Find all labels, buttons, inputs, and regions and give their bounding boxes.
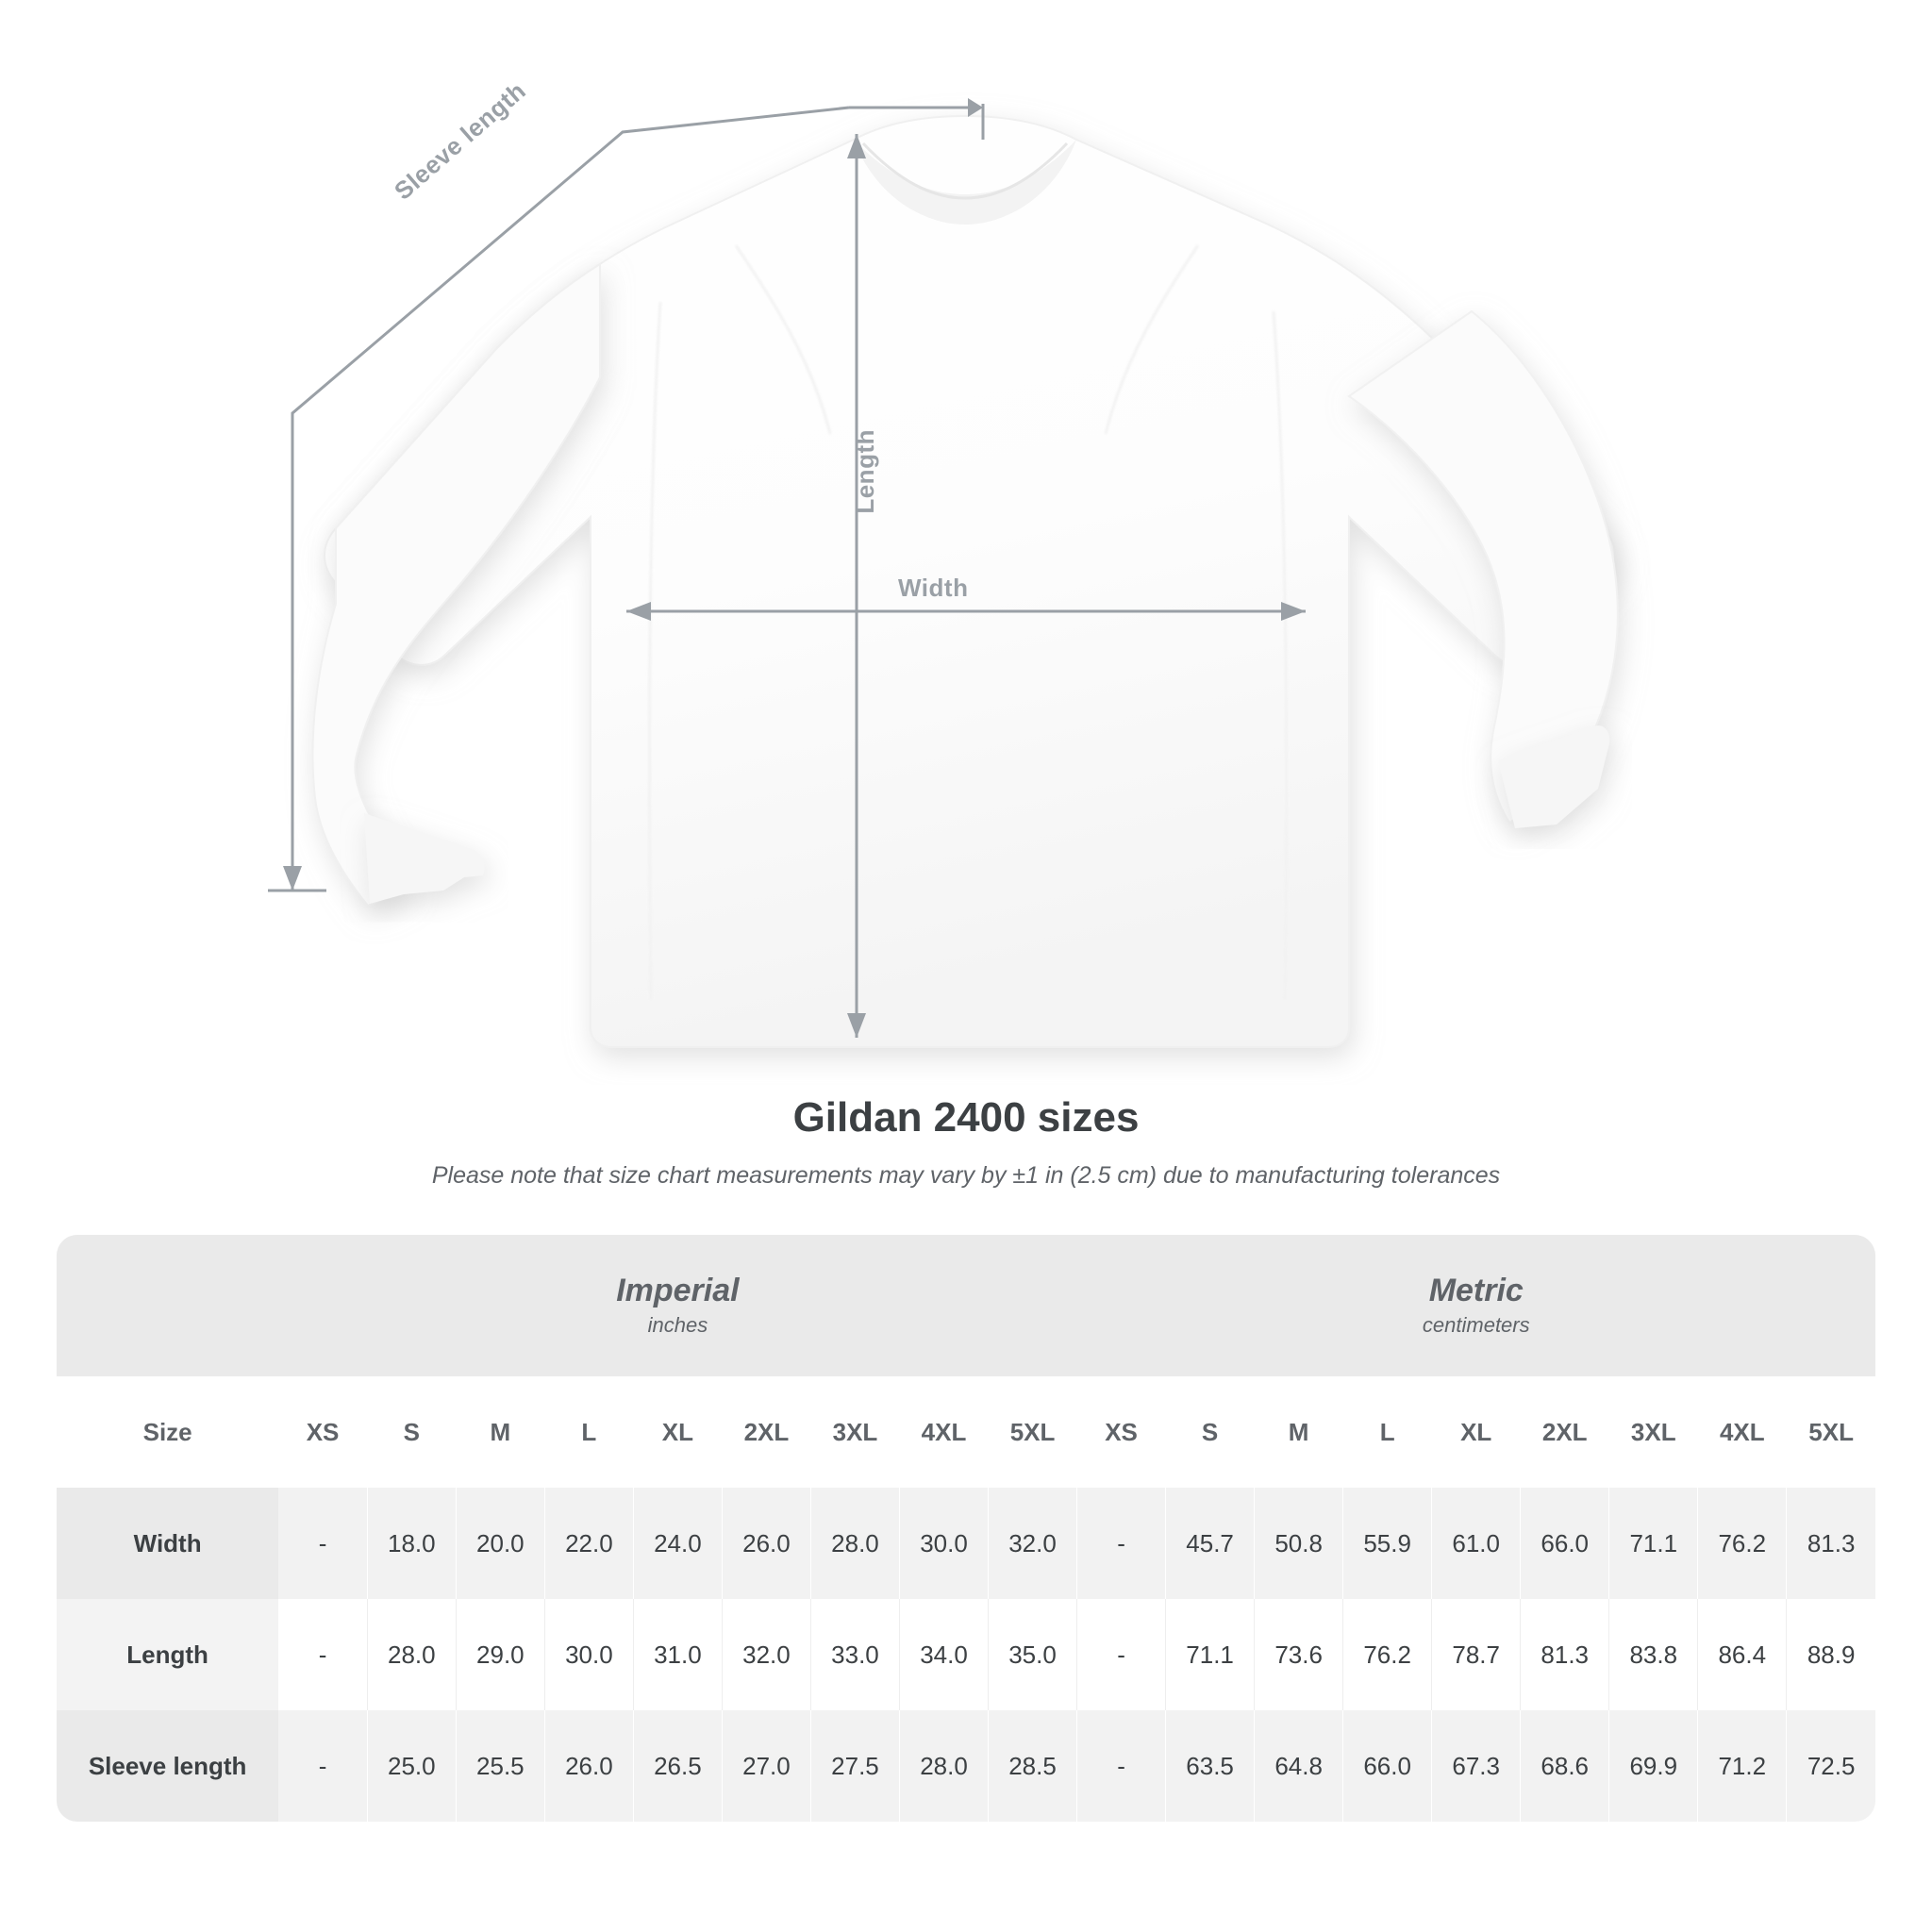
cell-sleeve-s-metric: 63.5 xyxy=(1166,1710,1255,1822)
cell-sleeve-xl-metric: 67.3 xyxy=(1432,1710,1521,1822)
cell-length-xs-metric: - xyxy=(1077,1599,1166,1710)
row-label-width: Width xyxy=(57,1488,278,1599)
unit-group-metric-sub: centimeters xyxy=(1422,1312,1530,1337)
unit-group-imperial-sub: inches xyxy=(647,1312,708,1337)
cell-width-4xl-imperial: 30.0 xyxy=(899,1488,988,1599)
cell-sleeve-3xl-imperial: 27.5 xyxy=(810,1710,899,1822)
cell-sleeve-3xl-metric: 69.9 xyxy=(1609,1710,1698,1822)
cell-length-4xl-imperial: 34.0 xyxy=(899,1599,988,1710)
title-block xyxy=(0,1094,1932,1190)
cell-sleeve-l-metric: 66.0 xyxy=(1343,1710,1432,1822)
col-header-s-imperial: S xyxy=(367,1376,456,1488)
cell-length-m-imperial: 29.0 xyxy=(456,1599,544,1710)
cell-sleeve-xs-metric: - xyxy=(1077,1710,1166,1822)
page-title: Gildan 2400 sizes xyxy=(792,1094,1140,1141)
col-header-m-metric: M xyxy=(1255,1376,1343,1488)
cell-sleeve-2xl-imperial: 27.0 xyxy=(722,1710,810,1822)
cell-width-m-imperial: 20.0 xyxy=(456,1488,544,1599)
cell-length-5xl-imperial: 35.0 xyxy=(989,1599,1077,1710)
cell-width-xl-metric: 61.0 xyxy=(1432,1488,1521,1599)
col-header-5xl-metric: 5XL xyxy=(1787,1376,1875,1488)
cell-width-2xl-imperial: 26.0 xyxy=(722,1488,810,1599)
cell-length-5xl-metric: 88.9 xyxy=(1787,1599,1875,1710)
cell-length-m-metric: 73.6 xyxy=(1255,1599,1343,1710)
cell-width-4xl-metric: 76.2 xyxy=(1698,1488,1787,1599)
unit-group-metric xyxy=(1077,1235,1875,1376)
unit-group-metric-name: Metric xyxy=(1428,1273,1524,1309)
col-header-l-metric: L xyxy=(1343,1376,1432,1488)
cell-length-3xl-metric: 83.8 xyxy=(1609,1599,1698,1710)
row-label-sleeve-length: Sleeve length xyxy=(57,1710,278,1822)
size-table xyxy=(57,1235,1875,1822)
cell-width-s-metric: 45.7 xyxy=(1166,1488,1255,1599)
cell-sleeve-m-metric: 64.8 xyxy=(1255,1710,1343,1822)
size-header-row xyxy=(57,1376,1875,1488)
cell-length-s-imperial: 28.0 xyxy=(367,1599,456,1710)
cell-width-5xl-metric: 81.3 xyxy=(1787,1488,1875,1599)
sleeve-length-dimension-label: Sleeve length xyxy=(389,75,532,206)
cell-width-m-metric: 50.8 xyxy=(1255,1488,1343,1599)
cell-width-xs-metric: - xyxy=(1077,1488,1166,1599)
cell-width-5xl-imperial: 32.0 xyxy=(989,1488,1077,1599)
row-label-length: Length xyxy=(57,1599,278,1710)
cell-length-2xl-metric: 81.3 xyxy=(1521,1599,1609,1710)
cell-length-l-metric: 76.2 xyxy=(1343,1599,1432,1710)
cell-width-3xl-imperial: 28.0 xyxy=(810,1488,899,1599)
cell-length-3xl-imperial: 33.0 xyxy=(810,1599,899,1710)
cell-width-xs-imperial: - xyxy=(278,1488,367,1599)
col-header-xs-metric: XS xyxy=(1077,1376,1166,1488)
col-header-5xl-imperial: 5XL xyxy=(989,1376,1077,1488)
cell-width-2xl-metric: 66.0 xyxy=(1521,1488,1609,1599)
col-header-xl-metric: XL xyxy=(1432,1376,1521,1488)
size-header-label: Size xyxy=(57,1376,278,1488)
col-header-s-metric: S xyxy=(1166,1376,1255,1488)
cell-sleeve-m-imperial: 25.5 xyxy=(456,1710,544,1822)
cell-width-3xl-metric: 71.1 xyxy=(1609,1488,1698,1599)
col-header-3xl-metric: 3XL xyxy=(1609,1376,1698,1488)
cell-width-l-imperial: 22.0 xyxy=(544,1488,633,1599)
size-table-wrapper xyxy=(57,1235,1875,1822)
cell-sleeve-s-imperial: 25.0 xyxy=(367,1710,456,1822)
col-header-l-imperial: L xyxy=(544,1376,633,1488)
cell-sleeve-4xl-imperial: 28.0 xyxy=(899,1710,988,1822)
col-header-xl-imperial: XL xyxy=(633,1376,722,1488)
cell-sleeve-l-imperial: 26.0 xyxy=(544,1710,633,1822)
page-subtitle: Please note that size chart measurements may vary by ±1 in (2.5 cm) due to manufacturing tolerances xyxy=(431,1162,1501,1189)
cell-width-l-metric: 55.9 xyxy=(1343,1488,1432,1599)
cell-length-4xl-metric: 86.4 xyxy=(1698,1599,1787,1710)
cell-sleeve-xl-imperial: 26.5 xyxy=(633,1710,722,1822)
col-header-2xl-imperial: 2XL xyxy=(722,1376,810,1488)
cell-length-l-imperial: 30.0 xyxy=(544,1599,633,1710)
col-header-m-imperial: M xyxy=(456,1376,544,1488)
cell-sleeve-4xl-metric: 71.2 xyxy=(1698,1710,1787,1822)
col-header-2xl-metric: 2XL xyxy=(1521,1376,1609,1488)
cell-length-xl-metric: 78.7 xyxy=(1432,1599,1521,1710)
cell-sleeve-5xl-imperial: 28.5 xyxy=(989,1710,1077,1822)
col-header-4xl-imperial: 4XL xyxy=(899,1376,988,1488)
cell-length-2xl-imperial: 32.0 xyxy=(722,1599,810,1710)
table-corner-cell xyxy=(57,1235,278,1376)
cell-sleeve-xs-imperial: - xyxy=(278,1710,367,1822)
col-header-3xl-imperial: 3XL xyxy=(810,1376,899,1488)
unit-header-row xyxy=(57,1235,1875,1376)
cell-sleeve-2xl-metric: 68.6 xyxy=(1521,1710,1609,1822)
col-header-xs-imperial: XS xyxy=(278,1376,367,1488)
unit-group-imperial-name: Imperial xyxy=(616,1273,740,1309)
cell-length-xs-imperial: - xyxy=(278,1599,367,1710)
length-dimension-label: Length xyxy=(851,429,879,514)
cell-length-xl-imperial: 31.0 xyxy=(633,1599,722,1710)
cell-sleeve-5xl-metric: 72.5 xyxy=(1787,1710,1875,1822)
cell-width-s-imperial: 18.0 xyxy=(367,1488,456,1599)
table-row xyxy=(57,1710,1875,1822)
table-row xyxy=(57,1488,1875,1599)
unit-group-imperial xyxy=(278,1235,1076,1376)
cell-length-s-metric: 71.1 xyxy=(1166,1599,1255,1710)
width-dimension-label: Width xyxy=(898,574,969,602)
table-row xyxy=(57,1599,1875,1710)
cell-width-xl-imperial: 24.0 xyxy=(633,1488,722,1599)
col-header-4xl-metric: 4XL xyxy=(1698,1376,1787,1488)
